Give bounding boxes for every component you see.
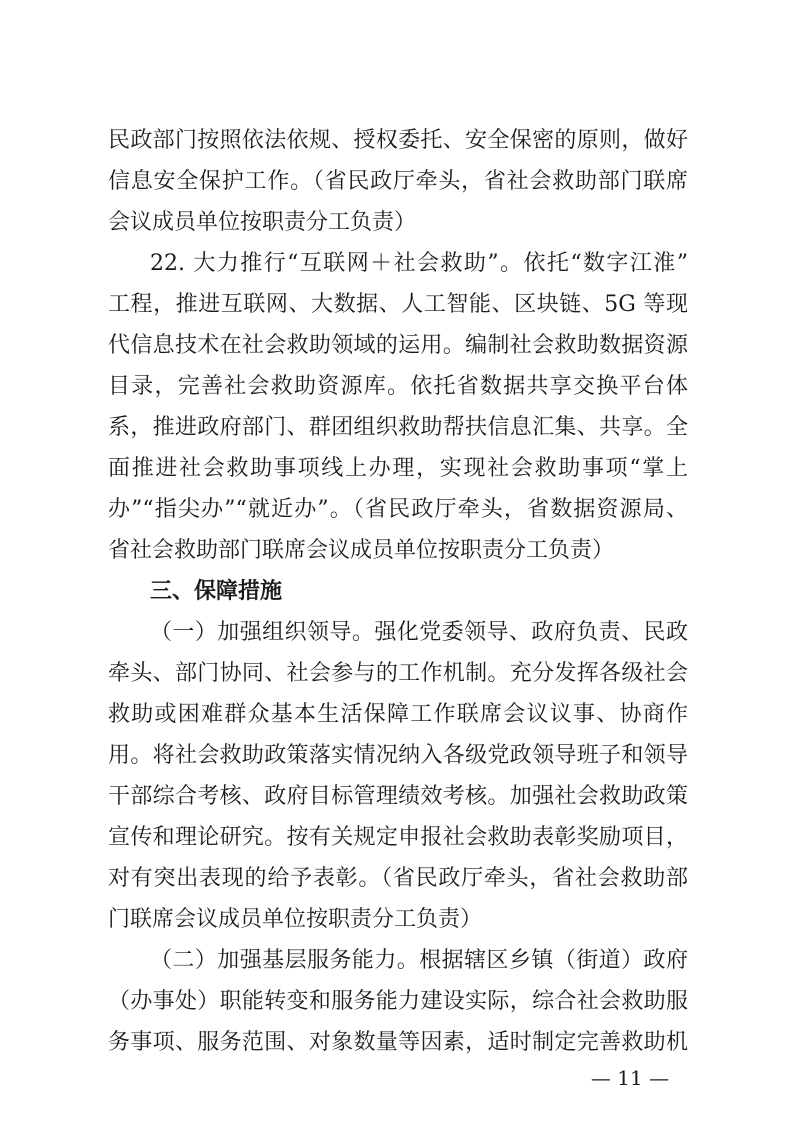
- text-line: 办”“指尖办”“就近办”。（省民政厅牵头，省数据资源局、: [108, 497, 688, 522]
- item-22-title: 22. 大力推行“互联网＋社会救助”。依托“数字江淮”: [150, 251, 688, 276]
- text-line: （办事处）职能转变和服务能力建设实际，综合社会救助服: [108, 989, 688, 1014]
- text-line: 目录，完善社会救助资源库。依托省数据共享交换平台体: [108, 374, 688, 399]
- text-line: 牵头、部门协同、社会参与的工作机制。充分发挥各级社会: [108, 661, 688, 686]
- page-number: — 11 —: [590, 1066, 670, 1090]
- text-line: 民政部门按照依法依规、授权委托、安全保密的原则，做好: [108, 128, 688, 153]
- text-line: 门联席会议成员单位按职责分工负责）: [108, 907, 483, 932]
- text-line: 务事项、服务范围、对象数量等因素，适时制定完善救助机: [108, 1030, 688, 1055]
- text-line: 宣传和理论研究。按有关规定申报社会救助表彰奖励项目，: [108, 825, 688, 850]
- text-line: 工程，推进互联网、大数据、人工智能、区块链、5G 等现: [108, 292, 688, 317]
- text-line: 系，推进政府部门、群团组织救助帮扶信息汇集、共享。全: [108, 415, 688, 440]
- text-line: 用。将社会救助政策落实情况纳入各级党政领导班子和领导: [108, 743, 688, 768]
- subsection-2-title: （二）加强基层服务能力。根据辖区乡镇（街道）政府: [150, 948, 688, 973]
- text-line: 会议成员单位按职责分工负责）: [108, 210, 417, 235]
- text-line: 面推进社会救助事项线上办理，实现社会救助事项“掌上: [108, 456, 688, 481]
- section-heading: 三、保障措施: [150, 579, 283, 604]
- text-line: 省社会救助部门联席会议成员单位按职责分工负责）: [108, 538, 615, 563]
- subsection-1-title: （一）加强组织领导。强化党委领导、政府负责、民政: [150, 620, 688, 645]
- text-line: 信息安全保护工作。（省民政厅牵头，省社会救助部门联席: [108, 169, 688, 194]
- text-line: 代信息技术在社会救助领域的运用。编制社会救助数据资源: [108, 333, 688, 358]
- text-line: 干部综合考核、政府目标管理绩效考核。加强社会救助政策: [108, 784, 688, 809]
- text-line: 救助或困难群众基本生活保障工作联席会议议事、协商作: [108, 702, 688, 727]
- text-line: 对有突出表现的给予表彰。（省民政厅牵头，省社会救助部: [108, 866, 688, 891]
